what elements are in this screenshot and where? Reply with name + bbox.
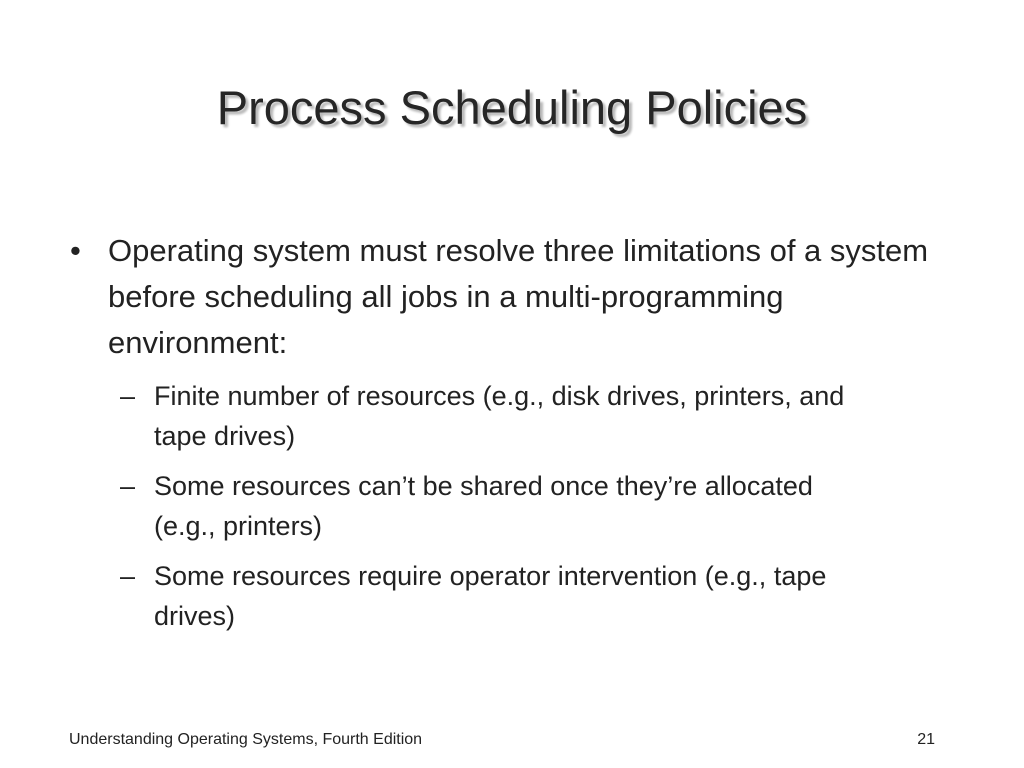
bullet-marker: • [70,233,81,268]
sub-bullet-text: Some resources can’t be shared once they’re allocated (e.g., printers) [154,471,813,541]
sub-bullet-text: Some resources require operator intervention (e.g., tape drives) [154,561,827,631]
page-number: 21 [917,731,935,748]
footer-source: Understanding Operating Systems, Fourth Edition [69,731,423,748]
sub-bullet-item [120,376,874,456]
sub-bullet-item [120,556,874,636]
sub-bullet-list [120,376,950,636]
slide-body [70,228,950,636]
sub-bullet-item [120,466,874,546]
slide-title: Process Scheduling Policies [216,81,808,134]
dash-marker: – [120,471,136,501]
dash-marker: – [120,381,136,411]
dash-marker: – [120,561,136,591]
sub-bullet-text: Finite number of resources (e.g., disk drives, printers, and tape drives) [154,381,845,451]
bullet-item [70,228,950,366]
bullet-text: Operating system must resolve three limitations of a system before scheduling all jobs in a multi-programming environment: [108,233,929,360]
